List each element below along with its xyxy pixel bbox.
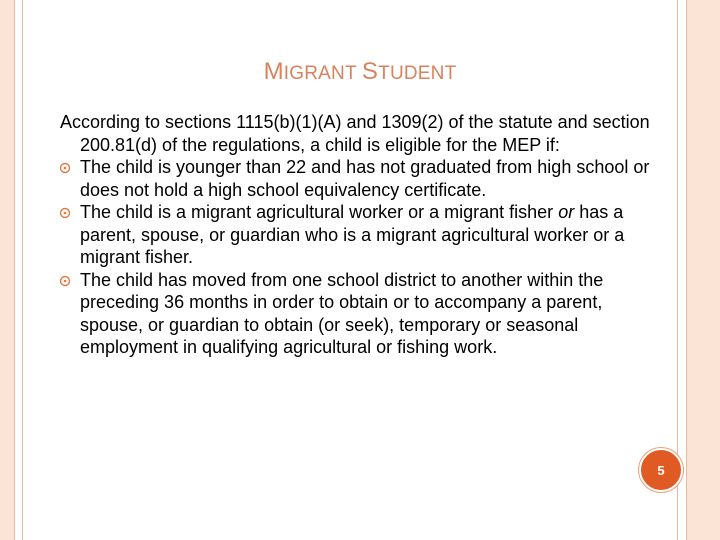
bullet-item-2 [60,201,665,269]
bullet-text-after: has a parent, spouse, or guardian who is a migrant agricultural worker or a migrant fisher. [80,202,625,267]
bullet-item-1 [60,156,665,201]
bullet-text: The child is younger than 22 and has not graduated from high school or does not hold a high school equivalency certificate. [80,157,650,200]
page-number-badge: 5 [639,448,683,492]
circle-dot-icon [59,207,71,219]
bullet-text-italic: or [558,202,575,222]
bullet-item-3 [60,269,665,359]
bullet-text: The child has moved from one school district to another within the preceding 36 months in order to obtain or to accompany a parent, spouse, or guardian to obtain (or seek), temporary or seasonal employment in qualifying agricultural or fishing work. [80,269,604,357]
bullet-text-before: The child is a migrant agricultural worker or a migrant fisher [80,202,559,222]
circle-dot-icon [59,275,71,287]
title-initial-m: M [263,58,284,85]
circle-dot-icon [59,162,71,174]
slide-title [0,58,720,86]
title-initial-s: S [361,58,379,85]
intro-paragraph: According to sections 1115(b)(1)(A) and 1309(2) of the statute and section 200.81(d) of the regulations, a child is eligible for the MEP if: [60,112,650,155]
slide-body [60,111,665,359]
title-rest-igrant: IGRANT [283,63,362,84]
title-rest-tudent: TUDENT [378,63,457,84]
